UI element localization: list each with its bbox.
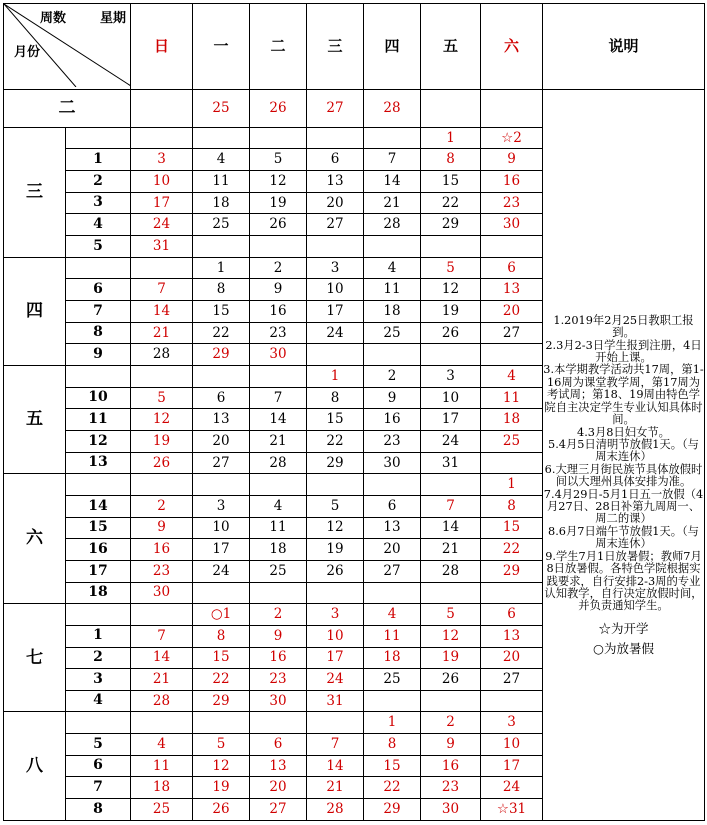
day-header-wed: 三	[307, 4, 364, 90]
date-cell: 27	[307, 214, 364, 236]
date-cell: 3	[307, 604, 364, 626]
week-number-cell: 11	[66, 409, 131, 431]
date-cell: ☆2	[481, 127, 543, 149]
date-cell: 21	[131, 669, 193, 691]
week-number-cell	[66, 257, 131, 279]
date-cell: ☆31	[481, 799, 543, 821]
date-cell: 10	[193, 517, 250, 539]
week-number-cell: 3	[66, 669, 131, 691]
date-cell: 30	[481, 214, 543, 236]
date-cell: 23	[250, 669, 307, 691]
date-cell: 12	[250, 171, 307, 193]
date-cell: 24	[193, 560, 250, 582]
date-cell: 22	[364, 777, 421, 799]
date-cell: 25	[193, 89, 250, 127]
date-cell: 12	[193, 755, 250, 777]
date-cell: 1	[193, 257, 250, 279]
date-cell	[131, 127, 193, 149]
date-cell: 10	[131, 171, 193, 193]
date-cell	[131, 365, 193, 387]
date-cell: 20	[250, 777, 307, 799]
date-cell: 9	[481, 149, 543, 171]
date-cell: 9	[250, 279, 307, 301]
date-cell: 23	[481, 192, 543, 214]
date-cell	[250, 236, 307, 258]
month-cell-jun: 六	[4, 474, 66, 604]
date-cell: 5	[307, 495, 364, 517]
day-header-tue: 二	[250, 4, 307, 90]
date-cell: 5	[250, 149, 307, 171]
week-label: 周数	[40, 11, 67, 26]
date-cell	[364, 127, 421, 149]
date-cell: 14	[250, 409, 307, 431]
date-cell	[250, 365, 307, 387]
date-cell: 25	[481, 430, 543, 452]
date-cell: 30	[250, 344, 307, 366]
date-cell	[193, 712, 250, 734]
week-number-cell: 7	[66, 777, 131, 799]
week-number-cell	[66, 474, 131, 496]
date-cell: 24	[307, 669, 364, 691]
date-cell: 25	[364, 322, 421, 344]
date-cell	[364, 690, 421, 712]
date-cell	[250, 582, 307, 604]
date-cell: 28	[364, 214, 421, 236]
date-cell: 14	[131, 647, 193, 669]
date-cell: 16	[250, 647, 307, 669]
date-cell: 18	[131, 777, 193, 799]
date-cell: 6	[481, 604, 543, 626]
date-cell: 8	[364, 734, 421, 756]
note-item: 4.3月8日妇女节。	[577, 425, 670, 439]
week-number-cell	[66, 365, 131, 387]
date-cell: 8	[421, 149, 481, 171]
day-header-thu: 四	[364, 4, 421, 90]
date-cell	[250, 712, 307, 734]
date-cell	[131, 257, 193, 279]
date-cell	[481, 236, 543, 258]
week-number-cell: 16	[66, 539, 131, 561]
date-cell: 21	[421, 539, 481, 561]
date-cell: 27	[250, 799, 307, 821]
note-item: 6.大理三月街民族节具体放假时间以大理州具体安排为准。	[544, 462, 703, 489]
day-header-mon: 一	[193, 4, 250, 90]
date-cell	[307, 582, 364, 604]
date-cell: 20	[481, 301, 543, 323]
date-cell: 14	[307, 755, 364, 777]
date-cell: 28	[131, 690, 193, 712]
date-cell: 26	[131, 452, 193, 474]
date-cell: 16	[364, 409, 421, 431]
week-number-cell	[66, 127, 131, 149]
date-cell: 31	[307, 690, 364, 712]
week-number-cell: 3	[66, 192, 131, 214]
date-cell: 24	[307, 322, 364, 344]
date-cell: 28	[307, 799, 364, 821]
date-cell: 17	[421, 409, 481, 431]
date-cell: 18	[364, 301, 421, 323]
date-cell: 10	[307, 625, 364, 647]
date-cell: 19	[307, 539, 364, 561]
header-corner-cell	[4, 4, 131, 90]
date-cell: 5	[421, 257, 481, 279]
month-cell-aug: 八	[4, 712, 66, 821]
date-cell: 29	[481, 560, 543, 582]
date-cell: 3	[193, 495, 250, 517]
week-number-cell: 5	[66, 734, 131, 756]
month-label: 月份	[14, 45, 41, 60]
note-item: 2.3月2-3日学生报到注册，4日开始上课。	[545, 338, 702, 364]
date-cell: 7	[421, 495, 481, 517]
date-cell: 9	[364, 387, 421, 409]
date-cell	[481, 690, 543, 712]
date-cell: 15	[193, 647, 250, 669]
date-cell: 17	[481, 755, 543, 777]
date-cell: 27	[364, 560, 421, 582]
date-cell: 2	[364, 365, 421, 387]
date-cell	[193, 582, 250, 604]
date-cell	[307, 236, 364, 258]
date-cell	[421, 582, 481, 604]
date-cell	[421, 236, 481, 258]
note-item: 9.学生7月1日放暑假；教师7月8日放暑假。各特色学院根据实践要求，自行安排2-3周的专业认知教学，自行决定放假时间，并负责通知学生。	[544, 549, 703, 613]
date-cell: 25	[193, 214, 250, 236]
date-cell: 23	[250, 322, 307, 344]
date-cell: 22	[481, 539, 543, 561]
date-cell: 9	[421, 734, 481, 756]
date-cell: 29	[307, 452, 364, 474]
week-number-cell: 4	[66, 214, 131, 236]
date-cell: 13	[364, 517, 421, 539]
date-cell: 25	[131, 799, 193, 821]
date-cell: 7	[307, 734, 364, 756]
day-header-fri: 五	[421, 4, 481, 90]
date-cell: 8	[481, 495, 543, 517]
notes-title: 说明	[543, 4, 705, 90]
date-cell: 26	[250, 214, 307, 236]
date-cell	[481, 89, 543, 127]
date-cell: 3	[131, 149, 193, 171]
date-cell: 5	[131, 387, 193, 409]
date-cell	[131, 89, 193, 127]
note-item: 7.4月29日-5月1日五一放假（4月27日、28日补第九周周一、周二的课）	[543, 487, 704, 526]
date-cell: 1	[421, 127, 481, 149]
date-cell	[193, 236, 250, 258]
date-cell: 8	[193, 279, 250, 301]
date-cell: 8	[307, 387, 364, 409]
date-cell: 16	[481, 171, 543, 193]
date-cell: ○1	[193, 604, 250, 626]
note-item: 1.2019年2月25日教职工报到。	[553, 313, 694, 340]
date-cell: 25	[250, 560, 307, 582]
note-item: 3.本学期教学活动共17周，第1-16周为课堂教学周，第17周为考试周；第18、19周由特色学院自主决定学生专业认知具体时间。	[543, 363, 704, 427]
date-cell: 25	[364, 669, 421, 691]
date-cell: 29	[421, 214, 481, 236]
date-cell: 26	[421, 669, 481, 691]
month-cell-jul: 七	[4, 604, 66, 712]
date-cell: 11	[481, 387, 543, 409]
date-cell: 3	[421, 365, 481, 387]
date-cell: 30	[250, 690, 307, 712]
date-cell: 26	[421, 322, 481, 344]
date-cell: 6	[307, 149, 364, 171]
week-number-cell: 17	[66, 560, 131, 582]
date-cell	[307, 344, 364, 366]
date-cell: 8	[193, 625, 250, 647]
date-cell	[421, 474, 481, 496]
date-cell	[131, 474, 193, 496]
date-cell: 22	[193, 669, 250, 691]
week-number-cell: 14	[66, 495, 131, 517]
date-cell: 7	[250, 387, 307, 409]
date-cell: 14	[421, 517, 481, 539]
date-cell: 17	[131, 192, 193, 214]
date-cell: 9	[131, 517, 193, 539]
date-cell	[481, 582, 543, 604]
week-number-cell: 7	[66, 301, 131, 323]
day-header-sat: 六	[481, 4, 543, 90]
date-cell	[193, 127, 250, 149]
date-cell	[193, 474, 250, 496]
date-cell: 31	[131, 236, 193, 258]
note-item: 5.4月5日清明节放假1天。（与周末连休）	[548, 437, 699, 464]
date-cell: 28	[421, 560, 481, 582]
date-cell: 19	[250, 192, 307, 214]
date-cell: 11	[193, 171, 250, 193]
date-cell	[481, 452, 543, 474]
date-cell: 21	[307, 777, 364, 799]
week-number-cell: 12	[66, 430, 131, 452]
week-number-cell: 10	[66, 387, 131, 409]
week-number-cell	[66, 604, 131, 626]
month-cell-feb: 二	[4, 89, 131, 127]
day-header-sun: 日	[131, 4, 193, 90]
weekday-label: 星期	[99, 11, 126, 26]
date-cell: 10	[307, 279, 364, 301]
date-cell: 28	[250, 452, 307, 474]
date-cell	[364, 474, 421, 496]
week-number-cell: 1	[66, 149, 131, 171]
date-cell: 29	[364, 799, 421, 821]
date-cell: 4	[193, 149, 250, 171]
date-cell: 1	[364, 712, 421, 734]
legend-summer-break: ○为放暑假	[593, 640, 654, 656]
date-cell	[250, 127, 307, 149]
date-cell: 29	[193, 690, 250, 712]
date-cell: 29	[193, 344, 250, 366]
date-cell: 18	[193, 192, 250, 214]
date-cell: 18	[481, 409, 543, 431]
date-cell: 19	[193, 777, 250, 799]
date-cell: 16	[421, 755, 481, 777]
date-cell: 19	[421, 301, 481, 323]
date-cell: 28	[131, 344, 193, 366]
date-cell: 13	[307, 171, 364, 193]
month-cell-apr: 四	[4, 257, 66, 365]
week-number-cell: 2	[66, 171, 131, 193]
date-cell: 20	[364, 539, 421, 561]
week-number-cell: 15	[66, 517, 131, 539]
week-number-cell	[66, 712, 131, 734]
date-cell: 11	[250, 517, 307, 539]
date-cell: 22	[421, 192, 481, 214]
date-cell: 17	[307, 301, 364, 323]
date-cell: 21	[364, 192, 421, 214]
legend-start-of-term: ☆为开学	[598, 620, 649, 636]
date-cell	[193, 365, 250, 387]
date-cell: 5	[421, 604, 481, 626]
date-cell: 6	[481, 257, 543, 279]
date-cell: 4	[481, 365, 543, 387]
date-cell	[364, 344, 421, 366]
date-cell: 24	[421, 430, 481, 452]
date-cell: 6	[250, 734, 307, 756]
table-row	[4, 89, 705, 127]
date-cell: 27	[481, 669, 543, 691]
date-cell: 31	[421, 452, 481, 474]
date-cell: 3	[307, 257, 364, 279]
date-cell: 4	[131, 734, 193, 756]
date-cell: 4	[250, 495, 307, 517]
date-cell	[307, 474, 364, 496]
week-number-cell: 6	[66, 755, 131, 777]
date-cell: 30	[421, 799, 481, 821]
date-cell: 2	[131, 495, 193, 517]
date-cell	[131, 604, 193, 626]
date-cell: 1	[481, 474, 543, 496]
date-cell: 24	[481, 777, 543, 799]
date-cell: 1	[307, 365, 364, 387]
date-cell: 20	[307, 192, 364, 214]
date-cell: 15	[193, 301, 250, 323]
date-cell: 21	[250, 430, 307, 452]
date-cell	[307, 127, 364, 149]
date-cell: 27	[307, 89, 364, 127]
date-cell: 15	[481, 517, 543, 539]
date-cell: 23	[364, 430, 421, 452]
date-cell: 5	[193, 734, 250, 756]
date-cell: 17	[307, 647, 364, 669]
date-cell: 30	[131, 582, 193, 604]
date-cell: 6	[193, 387, 250, 409]
date-cell: 22	[193, 322, 250, 344]
date-cell: 12	[131, 409, 193, 431]
date-cell: 16	[131, 539, 193, 561]
date-cell: 24	[131, 214, 193, 236]
date-cell: 27	[193, 452, 250, 474]
date-cell: 13	[193, 409, 250, 431]
date-cell: 26	[193, 799, 250, 821]
week-number-cell: 13	[66, 452, 131, 474]
date-cell: 28	[364, 89, 421, 127]
date-cell: 7	[131, 625, 193, 647]
date-cell: 13	[481, 625, 543, 647]
note-item: 8.6月7日端午节放假1天。（与周末连休）	[548, 524, 699, 551]
date-cell: 14	[131, 301, 193, 323]
month-cell-may: 五	[4, 365, 66, 473]
date-cell: 10	[421, 387, 481, 409]
week-number-cell: 4	[66, 690, 131, 712]
date-cell	[421, 344, 481, 366]
week-number-cell: 5	[66, 236, 131, 258]
date-cell: 13	[250, 755, 307, 777]
date-cell	[250, 474, 307, 496]
date-cell: 7	[364, 149, 421, 171]
date-cell: 20	[481, 647, 543, 669]
date-cell: 11	[364, 625, 421, 647]
date-cell: 19	[421, 647, 481, 669]
date-cell: 6	[364, 495, 421, 517]
date-cell: 20	[193, 430, 250, 452]
date-cell: 30	[364, 452, 421, 474]
week-number-cell: 1	[66, 625, 131, 647]
date-cell	[307, 712, 364, 734]
date-cell	[364, 582, 421, 604]
date-cell	[421, 89, 481, 127]
header-row	[4, 4, 705, 90]
date-cell: 22	[307, 430, 364, 452]
date-cell: 2	[250, 257, 307, 279]
week-number-cell: 8	[66, 799, 131, 821]
week-number-cell: 18	[66, 582, 131, 604]
calendar-table	[3, 3, 705, 821]
date-cell: 26	[250, 89, 307, 127]
date-cell: 15	[307, 409, 364, 431]
week-number-cell: 9	[66, 344, 131, 366]
date-cell: 11	[364, 279, 421, 301]
week-number-cell: 8	[66, 322, 131, 344]
date-cell: 18	[250, 539, 307, 561]
date-cell: 7	[131, 279, 193, 301]
month-cell-mar: 三	[4, 127, 66, 257]
date-cell: 18	[364, 647, 421, 669]
date-cell: 19	[131, 430, 193, 452]
date-cell: 15	[421, 171, 481, 193]
date-cell: 3	[481, 712, 543, 734]
date-cell: 14	[364, 171, 421, 193]
date-cell	[481, 344, 543, 366]
date-cell: 12	[307, 517, 364, 539]
date-cell: 12	[421, 625, 481, 647]
date-cell	[421, 690, 481, 712]
date-cell	[364, 236, 421, 258]
date-cell: 13	[481, 279, 543, 301]
date-cell: 27	[481, 322, 543, 344]
date-cell: 2	[421, 712, 481, 734]
notes-panel	[543, 89, 705, 820]
date-cell	[131, 712, 193, 734]
date-cell: 26	[307, 560, 364, 582]
date-cell: 11	[131, 755, 193, 777]
date-cell: 16	[250, 301, 307, 323]
date-cell: 21	[131, 322, 193, 344]
date-cell: 12	[421, 279, 481, 301]
date-cell: 4	[364, 257, 421, 279]
date-cell: 17	[193, 539, 250, 561]
week-number-cell: 2	[66, 647, 131, 669]
date-cell: 15	[364, 755, 421, 777]
week-number-cell: 6	[66, 279, 131, 301]
date-cell: 4	[364, 604, 421, 626]
date-cell: 9	[250, 625, 307, 647]
date-cell: 2	[250, 604, 307, 626]
date-cell: 23	[131, 560, 193, 582]
date-cell: 23	[421, 777, 481, 799]
date-cell: 10	[481, 734, 543, 756]
